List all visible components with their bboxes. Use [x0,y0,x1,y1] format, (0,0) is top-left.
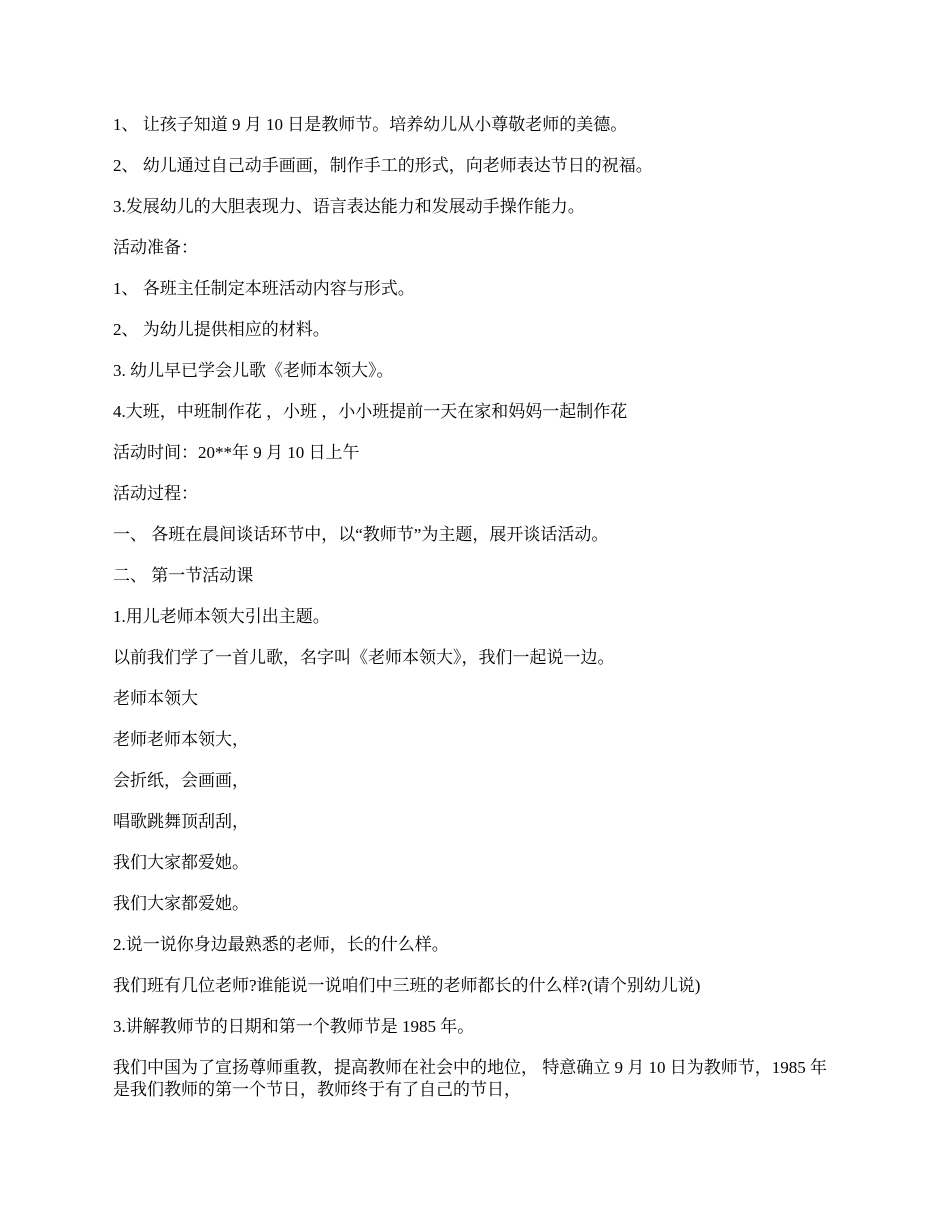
rhyme-line-5: 我们大家都爱她。 [113,894,249,913]
rhyme-line-3: 唱歌跳舞顶刮刮， [113,812,249,831]
rhyme-line-4: 我们大家都爱她。 [113,853,249,872]
activity-time: 活动时间：20**年 9 月 10 日上午 [113,443,360,462]
process-step-1: 一、 各班在晨间谈话环节中，以“教师节”为主题，展开谈话活动。 [113,525,609,544]
section-heading-preparation: 活动准备： [113,238,198,257]
rhyme-line-2: 会折纸，会画画， [113,771,249,790]
class-step-2-text: 我们班有几位老师?谁能说一说咱们中三班的老师都长的什么样?(请个别幼儿说) [113,976,701,995]
class-step-3-text: 我们中国为了宣扬尊师重教，提高教师在社会中的地位， 特意确立 9 月 10 日为教师节，1985 年是我们教师的第一个节日，教师终于有了自己的节日， [113,1058,827,1099]
class-step-3: 3.讲解教师节的日期和第一个教师节是 1985 年。 [113,1017,475,1036]
class-step-1: 1.用儿老师本领大引出主题。 [113,607,330,626]
class-step-2: 2.说一说你身边最熟悉的老师，长的什么样。 [113,935,449,954]
preparation-4: 4.大班，中班制作花 ，小班 ，小小班提前一天在家和妈妈一起制作花 [113,402,628,421]
process-step-2: 二、 第一节活动课 [113,566,254,585]
preparation-2: 2、 为幼儿提供相应的材料。 [113,320,330,339]
preparation-1: 1、 各班主任制定本班活动内容与形式。 [113,279,415,298]
section-heading-process: 活动过程： [113,484,198,503]
preparation-3: 3. 幼儿早已学会儿歌《老师本领大》。 [113,361,394,380]
rhyme-title: 老师本领大 [113,689,198,708]
class-step-1-text: 以前我们学了一首儿歌，名字叫《老师本领大》，我们一起说一边。 [113,648,615,667]
rhyme-line-1: 老师老师本领大， [113,730,249,749]
objective-2: 2、 幼儿通过自己动手画画，制作手工的形式，向老师表达节日的祝福。 [113,156,653,175]
objective-1: 1、 让孩子知道 9 月 10 日是教师节。培养幼儿从小尊敬老师的美德。 [113,115,628,134]
objective-3: 3.发展幼儿的大胆表现力、语言表达能力和发展动手操作能力。 [113,197,585,216]
